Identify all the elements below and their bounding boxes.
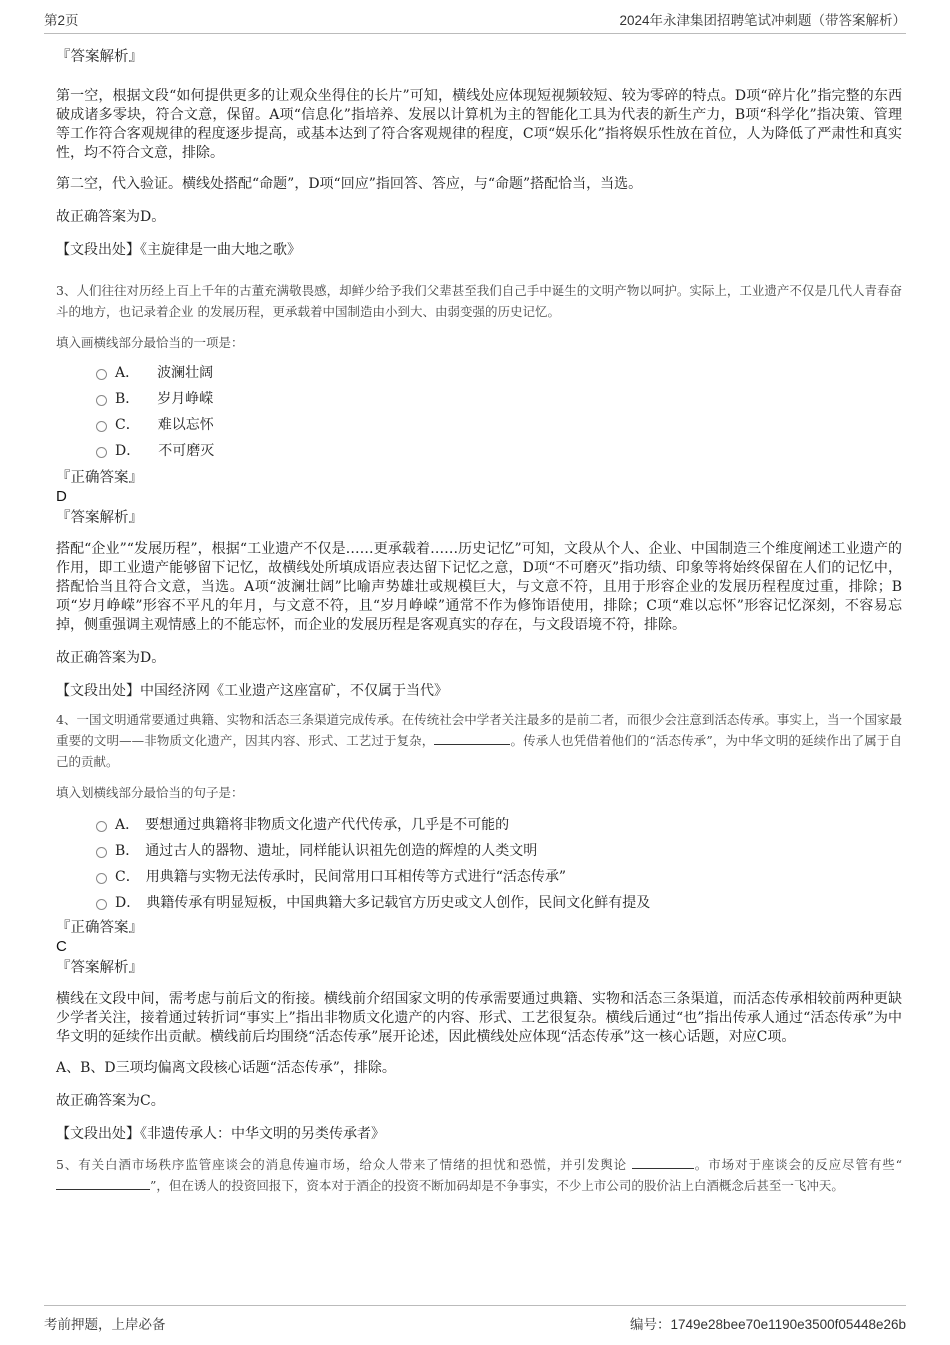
q3-options <box>96 360 902 464</box>
analysis-label: 『答案解析』 <box>56 960 143 976</box>
radio-icon[interactable] <box>96 421 107 432</box>
q4-option-b[interactable]: B． 通过古人的器物、遗址，同样能认识祖先创造的辉煌的人类文明 <box>96 838 902 864</box>
page-header <box>44 8 906 34</box>
q4-option-c[interactable]: C． 用典籍与实物无法传承时，民间常用口耳相传等方式进行“活态传承” <box>96 864 902 890</box>
q4-source: 【文段出处】《非遗传承人：中华文明的另类传承者》 <box>56 1126 385 1142</box>
analysis-label: 『答案解析』 <box>56 49 143 65</box>
radio-icon[interactable] <box>96 899 107 910</box>
q2-conclusion: 故正确答案为D。 <box>56 209 166 225</box>
q4-prompt: 填入划横线部分最恰当的句子是： <box>56 785 244 800</box>
q2-analysis-paragraph-1: 第一空，根据文段“如何提供更多的让观众坐得住的长片”可知，横线处应体现短视频较短、较为零碎的特点。D项“碎片化”指完整的东西破成诸多零块，符合文意，保留。A项“信息化”指培养、发展以计算机为主的智能化工具为代表的新生产力，B项“科学化”指决策、管理等工作符合客观规律的程度逐步提高，或基本达到了符合客观规律的程度，C项“娱乐化”指将娱乐性放在首位，人为降低了严肃性和真实性，均不符合文意，排除。 <box>56 88 902 161</box>
document-code: 编号：1749e28bee70e1190e3500f05448e26b <box>630 1316 906 1332</box>
q5-stem: 5、有关白酒市场秩序监管座谈会的消息传遍市场，给众人带来了情绪的担忧和恐慌，并引发舆论 。市场对于座谈会的反应尽管有些“”，但在诱人的投资回报下，资本对于酒企的投资不断加码却是不争事实，不少上市公司的股价沾上白酒概念后甚至一飞冲天。 <box>56 1157 902 1193</box>
document-body <box>56 40 902 1196</box>
q3-analysis: 搭配“企业”“发展历程”，根据“工业遗产不仅是……更承载着……历史记忆”可知，文段从个人、企业、中国制造三个维度阐述工业遗产的作用，即工业遗产能够留下记忆，故横线处所填成语应表达留下记忆之意，D项“不可磨灭”指功绩、印象等将始终保留在人们的记忆中，搭配恰当且符合文意，当选。A项“波澜壮阔”比喻声势雄壮或规模巨大，与文意不符，且用于形容企业的发展历程程度过重，排除；B项“岁月峥嵘”形容不平凡的年月，与文意不符，且“岁月峥嵘”通常不作为修饰语使用，排除；C项“难以忘怀”形容记忆深刻，不容易忘掉，侧重强调主观情感上的不能忘怀，而企业的发展历程是客观真实的存在，与文段语境不符，排除。 <box>56 541 902 633</box>
page-number: 第2页 <box>44 13 79 28</box>
q3-stem: 3、人们往往对历经上百上千年的古董充满敬畏感，却鲜少给予我们父辈甚至我们自己手中诞生的文明产物以呵护。实际上，工业遗产不仅是几代人青春奋斗的地方，也记录着企业 的发展历程，更承载着中国制造由小到大、由弱变强的历史记忆。 <box>56 283 902 319</box>
q3-option-a[interactable]: A． 波澜壮阔 <box>96 360 902 386</box>
q4-conclusion: 故正确答案为C。 <box>56 1093 165 1109</box>
document-title: 2024年永津集团招聘笔试冲刺题（带答案解析） <box>619 13 906 28</box>
q3-conclusion: 故正确答案为D。 <box>56 650 166 666</box>
q2-source: 【文段出处】《主旋律是一曲大地之歌》 <box>56 242 301 258</box>
q3-option-c[interactable]: C． 难以忘怀 <box>96 412 902 438</box>
radio-icon[interactable] <box>96 873 107 884</box>
radio-icon[interactable] <box>96 369 107 380</box>
q4-stem: 4、一国文明通常要通过典籍、实物和活态三条渠道完成传承。在传统社会中学者关注最多的是前二者，而很少会注意到活态传承。事实上，当一个国家最重要的文明——非物质文化遗产，因其内容、形式、工艺过于复杂， 。传承人也凭借着他们的“活态传承”，为中华文明的延续作出了属于自己的贡献。 <box>56 712 902 769</box>
radio-icon[interactable] <box>96 821 107 832</box>
fill-blank <box>56 1176 150 1190</box>
q4-answer: C <box>56 938 67 955</box>
page-footer <box>44 1305 906 1333</box>
q3-source: 【文段出处】中国经济网《工业遗产这座富矿，不仅属于当代》 <box>56 683 448 699</box>
analysis-label: 『答案解析』 <box>56 510 143 526</box>
radio-icon[interactable] <box>96 847 107 858</box>
correct-answer-label: 『正确答案』 <box>56 920 143 936</box>
fill-blank <box>434 731 510 745</box>
fill-blank <box>632 1155 694 1169</box>
q3-answer: D <box>56 488 67 505</box>
q3-prompt: 填入画横线部分最恰当的一项是： <box>56 335 244 350</box>
footer-slogan: 考前押题，上岸必备 <box>44 1316 166 1332</box>
q4-options <box>96 812 902 916</box>
radio-icon[interactable] <box>96 395 107 406</box>
correct-answer-label: 『正确答案』 <box>56 470 143 486</box>
q4-exclusion: A、B、D三项均偏离文段核心话题“活态传承”，排除。 <box>56 1060 396 1076</box>
radio-icon[interactable] <box>96 447 107 458</box>
q2-analysis-paragraph-2: 第二空，代入验证。横线处搭配“命题”，D项“回应”指回答、答应，与“命题”搭配恰当，当选。 <box>56 176 643 192</box>
q4-option-a[interactable]: A． 要想通过典籍将非物质文化遗产代代传承，几乎是不可能的 <box>96 812 902 838</box>
q4-option-d[interactable]: D． 典籍传承有明显短板，中国典籍大多记载官方历史或文人创作，民间文化鲜有提及 <box>96 890 902 916</box>
q3-option-d[interactable]: D． 不可磨灭 <box>96 438 902 464</box>
q4-analysis: 横线在文段中间，需考虑与前后文的衔接。横线前介绍国家文明的传承需要通过典籍、实物和活态三条渠道，而活态传承相较前两种更缺少学者关注，接着通过转折词“事实上”指出非物质文化遗产的内容、形式、工艺很复杂。横线后通过“也”指出传承人通过“活态传承”为中华文明的延续作出贡献。横线前后均围绕“活态传承”展开论述，因此横线处应体现“活态传承”这一核心话题，对应C项。 <box>56 991 902 1045</box>
q3-option-b[interactable]: B． 岁月峥嵘 <box>96 386 902 412</box>
